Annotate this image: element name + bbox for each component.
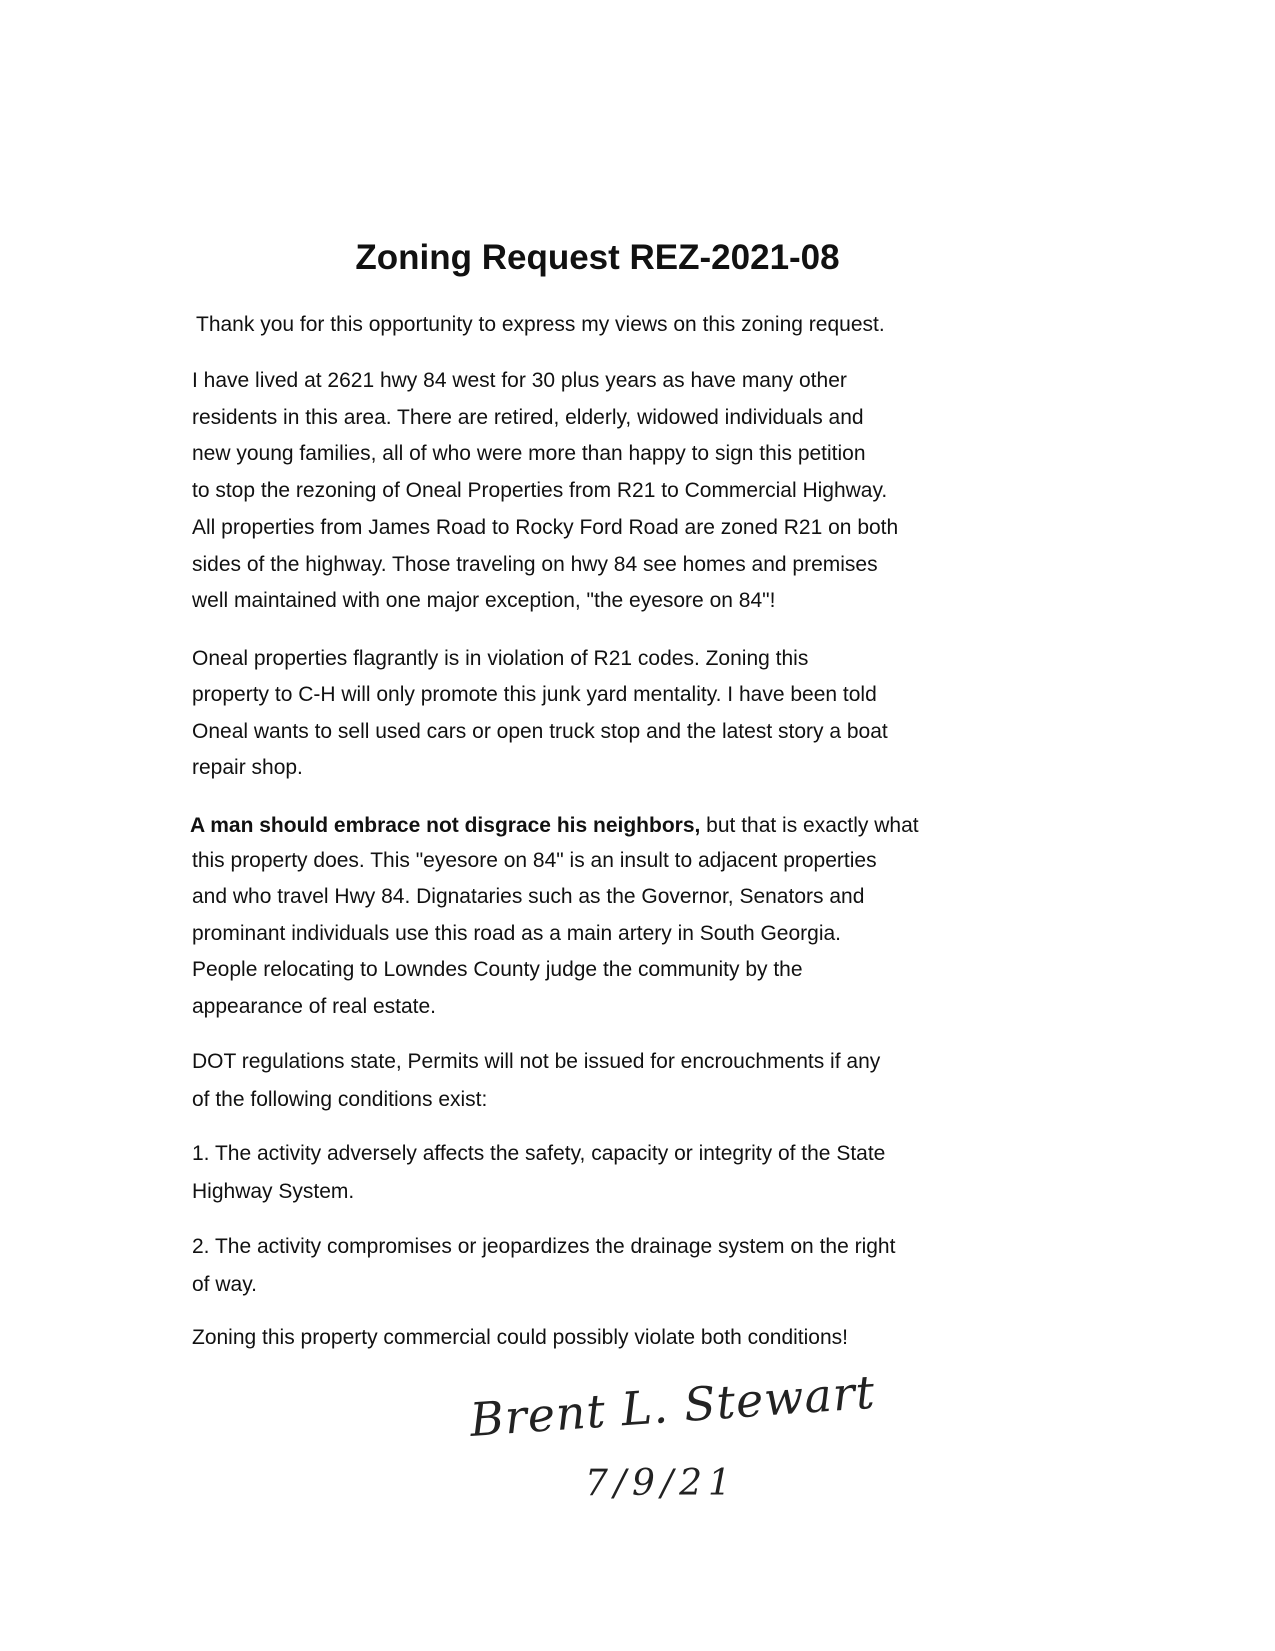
letter-line: of way. [192, 1273, 257, 1296]
letter-line: Oneal wants to sell used cars or open truck stop and the latest story a boat [192, 720, 888, 743]
letter-line: Zoning this property commercial could possibly violate both conditions! [192, 1326, 848, 1349]
letter-line: Thank you for this opportunity to express my views on this zoning request. [196, 313, 885, 336]
letter-line: sides of the highway. Those traveling on hwy 84 see homes and premises [192, 553, 878, 576]
letter-line: People relocating to Lowndes County judge the community by the [192, 958, 803, 981]
letter-line: property to C-H will only promote this junk yard mentality. I have been told [192, 683, 877, 706]
letter-line: All properties from James Road to Rocky Ford Road are zoned R21 on both [192, 516, 899, 539]
signature: Brent L. Stewart [468, 1364, 877, 1447]
letter-line: Highway System. [192, 1180, 355, 1203]
letter-line: 1. The activity adversely affects the safety, capacity or integrity of the State [192, 1142, 886, 1165]
letter-line: 2. The activity compromises or jeopardizes the drainage system on the right [192, 1235, 896, 1258]
letter-line: well maintained with one major exception, "the eyesore on 84"! [192, 589, 776, 612]
letter-line: Oneal properties flagrantly is in violation of R21 codes. Zoning this [192, 647, 809, 670]
bold-lead-line [190, 812, 919, 840]
signature-date: 7/9/21 [585, 1463, 737, 1504]
bold-lead-rest: but that is exactly what [700, 814, 919, 837]
letter-line: this property does. This "eyesore on 84" is an insult to adjacent properties [192, 849, 877, 872]
letter-line: of the following conditions exist: [192, 1088, 488, 1111]
letter-line: to stop the rezoning of Oneal Properties from R21 to Commercial Highway. [192, 479, 888, 502]
letter-line: I have lived at 2621 hwy 84 west for 30 plus years as have many other [192, 369, 847, 392]
letter-line: prominant individuals use this road as a main artery in South Georgia. [192, 922, 842, 945]
letter-line: new young families, all of who were more than happy to sign this petition [192, 442, 866, 465]
letter-line: and who travel Hwy 84. Dignataries such as the Governor, Senators and [192, 885, 865, 908]
letter-line: repair shop. [192, 756, 303, 779]
bold-lead: A man should embrace not disgrace his neighbors, [190, 814, 701, 837]
letter-line: DOT regulations state, Permits will not be issued for encrouchments if any [192, 1050, 881, 1073]
letter-line: residents in this area. There are retired, elderly, widowed individuals and [192, 406, 864, 429]
page-title: Zoning Request REZ-2021-08 [355, 238, 840, 277]
letter-line: appearance of real estate. [192, 995, 437, 1018]
